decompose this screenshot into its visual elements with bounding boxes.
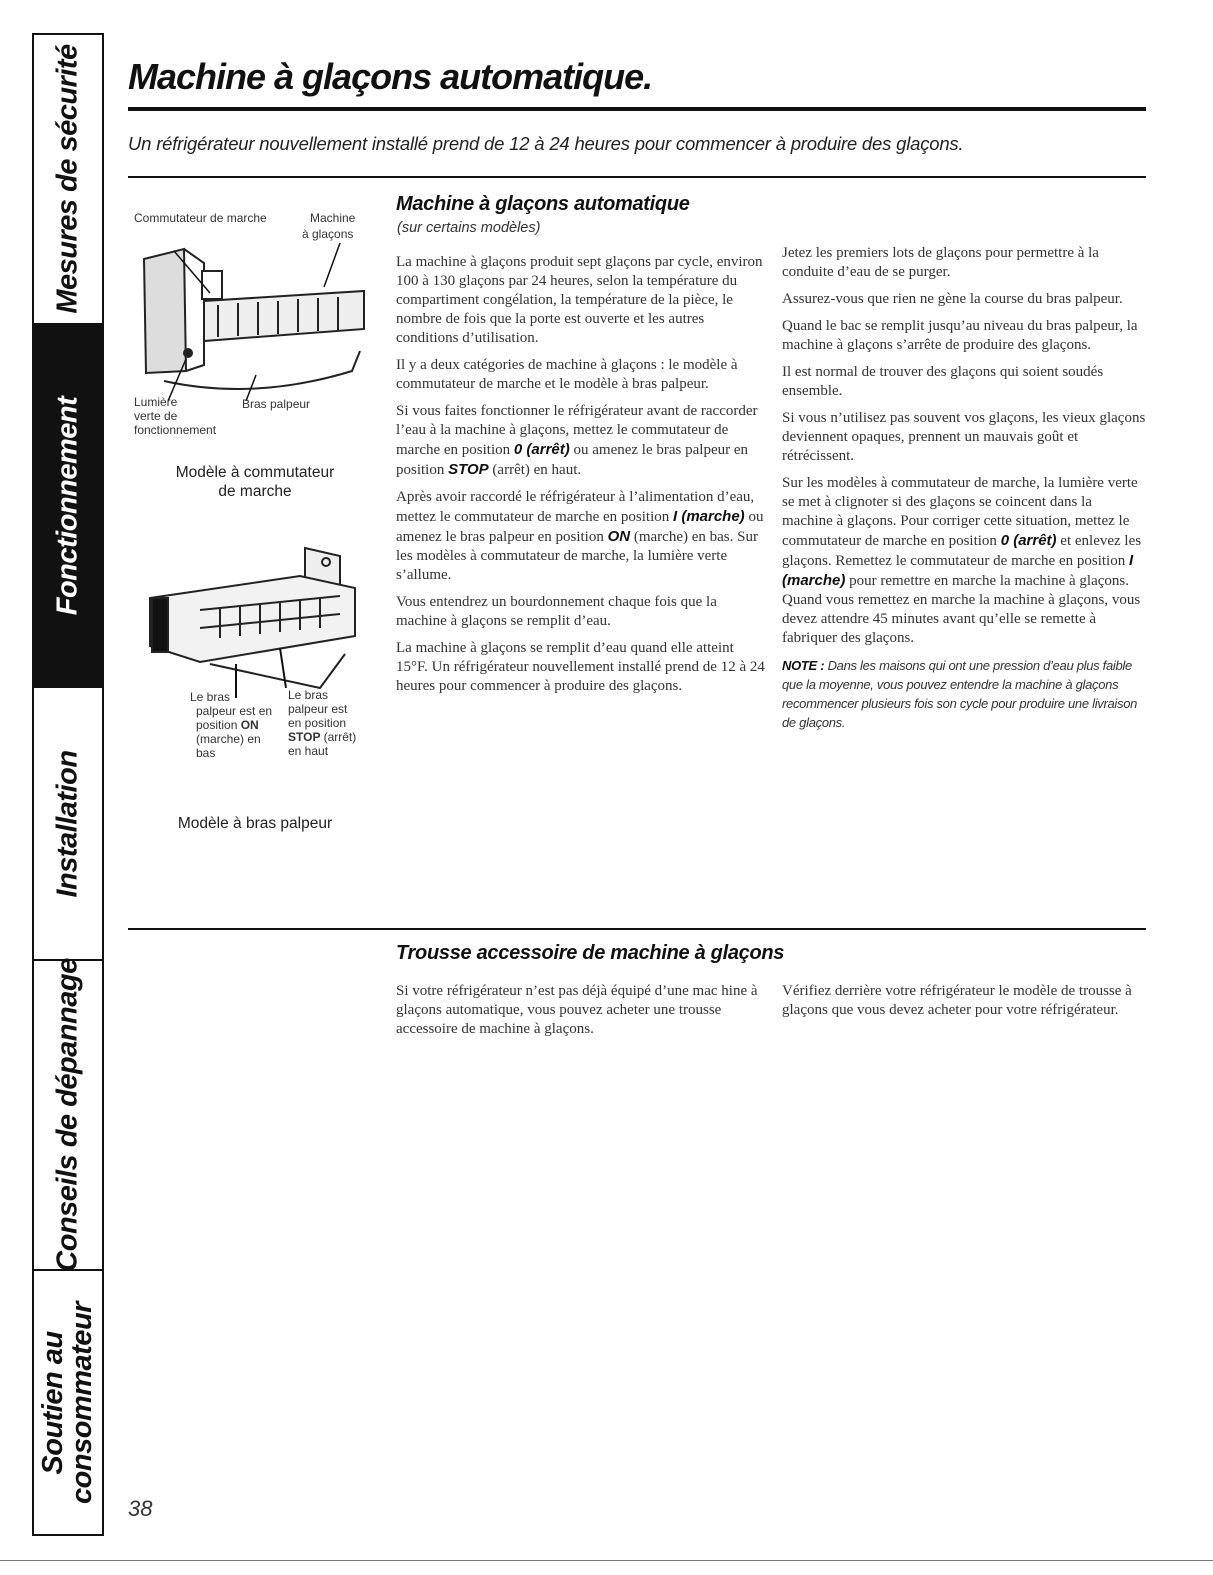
tab-label: Installation [51,749,84,898]
label-arm-on: Le bras [190,690,231,704]
tab-label: Mesures de sécurité [51,44,84,314]
tab-label: Conseils de dépannage [51,958,84,1272]
label-arm-stop: en position [288,716,347,730]
tab-mesures-de-securite[interactable] [34,35,102,325]
paragraph: Si vous faites fonctionner le réfrigérateur avant de raccorder l’eau à la machine à glaçons, mettez le commutateur de marche en position 0 (arrêt) ou amenez le bras palpeur en position STOP (arrêt) en haut. [396,403,758,478]
paragraph: Assurez-vous que rien ne gène la course du bras palpeur. [782,291,1123,307]
figure-feeler-arm-model [140,528,380,818]
label-green-light: Lumière [134,395,178,409]
paragraph: Il y a deux catégories de machine à glaçons : le modèle à commutateur de marche et le modèle à bras palpeur. [396,357,738,392]
label-arm-stop: en haut [288,744,329,758]
bottom-rule [0,1560,1213,1561]
section1-column-1 [396,253,766,704]
paragraph: Si votre réfrigérateur n’est pas déjà équipé d’une mac hine à glaçons automatique, vous pouvez acheter une trousse accessoire de machine à glaçons. [396,983,758,1037]
label-arm-on: palpeur est en [196,704,273,718]
note: NOTE : Dans les maisons qui ont une pression d’eau plus faible que la moyenne, vous pouvez entendre la machine à glaçons recommencer plusieurs fois son cycle pour produire une livraison de glaçons. [782,658,1138,730]
label-feeler-arm: Bras palpeur [242,397,311,411]
paragraph: Vous entendrez un bourdonnement chaque fois que la machine à glaçons se remplit d’eau. [396,594,717,629]
section2-column-1 [396,982,766,1047]
intro-text: Un réfrigérateur nouvellement installé prend de 12 à 24 heures pour commencer à produire des glaçons. [128,133,964,154]
page-title: Machine à glaçons automatique. [128,56,653,97]
label-green-light: fonctionnement [134,423,217,437]
figure-switch-model [134,205,374,455]
section-divider [128,176,1146,178]
paragraph: La machine à glaçons produit sept glaçons par cycle, environ 100 à 130 glaçons par 24 heures, selon la température du compartiment congélation, la température de la pièce, le nombre de fois que la porte est ouverte et les autres conditions d’utilisation. [396,254,763,346]
tab-label: Soutien au consommateur [37,1301,98,1504]
section-heading: Machine à glaçons automatique [396,193,690,215]
paragraph: Jetez les premiers lots de glaçons pour permettre à la conduite d’eau de se purger. [782,245,1099,280]
title-rule [128,107,1146,111]
paragraph: Quand le bac se remplit jusqu’au niveau du bras palpeur, la machine à glaçons s’arrête de produire des glaçons. [782,318,1138,353]
label-switch: Commutateur de marche [134,211,267,225]
paragraph: Il est normal de trouver des glaçons qui soient soudés ensemble. [782,364,1104,399]
tab-fonctionnement[interactable] [34,325,102,688]
section-subheading: (sur certains modèles) [397,220,541,236]
label-machine: Machine [310,211,356,225]
tab-conseils-de-depannage[interactable] [34,958,102,1272]
label-arm-stop: Le bras [288,688,329,702]
label-arm-on: bas [196,746,216,760]
icemaker-arm-illustration [140,528,380,698]
paragraph: Après avoir raccordé le réfrigérateur à l’alimentation d’eau, mettez le commutateur de marche en position I (marche) ou amenez le bras palpeur en position ON (marche) en bas. Sur les modèles à commutateur de marche, la lumière verte s’allume. [396,489,764,583]
paragraph: Si vous n’utilisez pas souvent vos glaçons, les vieux glaçons deviennent opaques, prennent un mauvais goût et rétrécissent. [782,410,1146,464]
page-number: 38 [128,1496,153,1521]
label-arm-on: position ON [196,718,259,732]
tab-installation[interactable] [34,688,102,961]
paragraph: Vérifiez derrière votre réfrigérateur le modèle de trousse à glaçons que vous devez acheter pour votre réfrigérateur. [782,983,1132,1018]
caption-switch-model: Modèle à commutateur de marche [175,464,335,500]
caption-feeler-arm-model: Modèle à bras palpeur [177,815,333,832]
label-machine: à glaçons [302,227,354,241]
icemaker-switch-illustration [134,241,374,401]
section2-column-2 [782,982,1146,1028]
tab-soutien-au-consommateur[interactable] [34,1271,102,1534]
label-arm-on: (marche) en [196,732,261,746]
label-arm-stop: STOP (arrêt) [288,730,357,744]
label-arm-stop: palpeur est [288,702,348,716]
section-heading: Trousse accessoire de machine à glaçons [396,942,785,964]
paragraph: La machine à glaçons se remplit d’eau quand elle atteint 15°F. Un réfrigérateur nouvellement installé prend de 12 à 24 heures pour commencer à produire des glaçons. [396,640,765,694]
tab-label: Fonctionnement [51,396,84,615]
section-divider [128,928,1146,930]
paragraph: Sur les modèles à commutateur de marche, la lumière verte se met à clignoter si des glaçons se coincent dans la machine à glaçons. Pour corriger cette situation, mettez le commutateur de marche en position 0 (arrêt) et enlevez les glaçons. Remettez le commutateur de marche en position I (marche) pour remettre en marche la machine à glaçons. Quand vous remettez en marche la machine à glaçons, vous devez attendre 45 minutes avant qu’elle se remette à fabriquer des glaçons. [782,475,1142,646]
side-tab-bar [32,33,104,1536]
label-green-light: verte de [134,409,178,423]
section1-column-2 [782,244,1146,740]
